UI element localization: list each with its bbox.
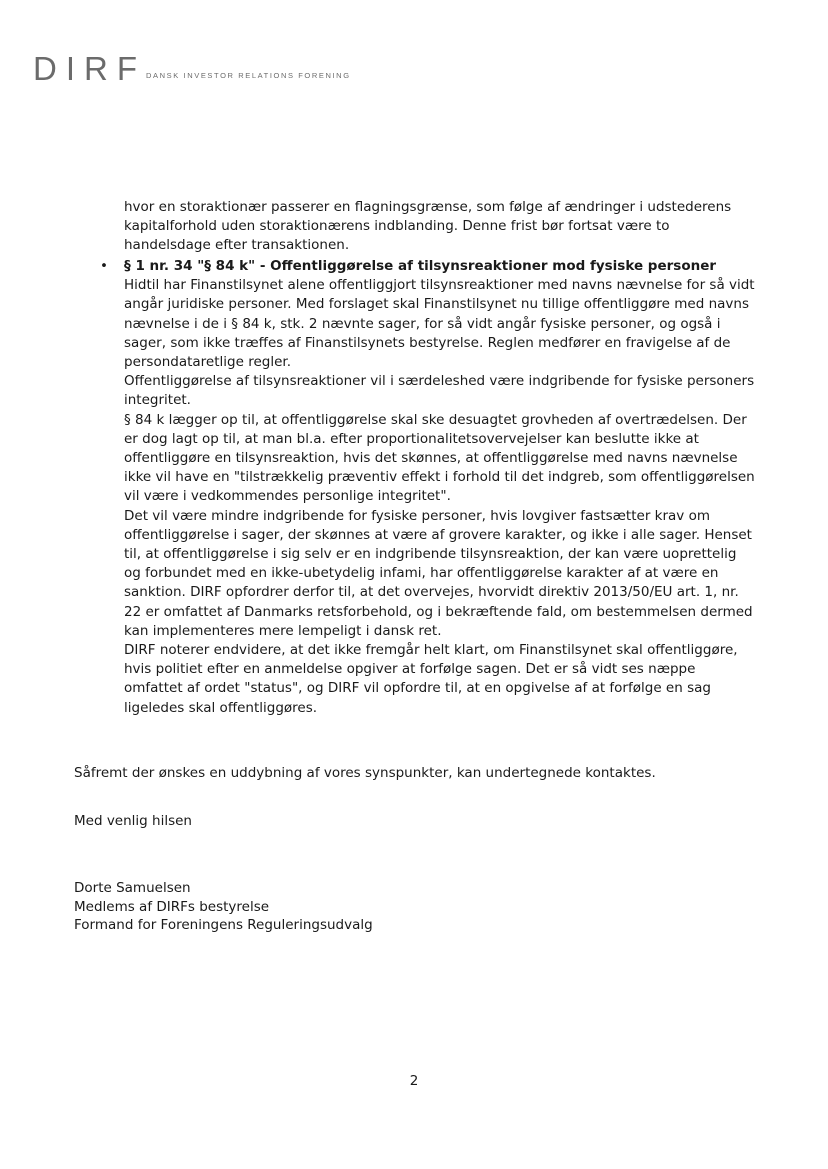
greeting: Med venlig hilsen xyxy=(74,813,192,829)
bullet-paragraph: Hidtil har Finanstilsynet alene offentliggjort tilsynsreaktioner med navns nævnelse for så vidt angår juridiske personer. Med forslaget skal Finanstilsynet nu tillige offentliggøre med navns nævnelse i de i § 84 k, stk. 2 nævnte sager, for så vidt angår fysiske personer, og også i sager, som ikke træffes af Finanstilsynets bestyrelse. Reglen medfører en fravigelse af de persondataretlige regler. xyxy=(124,277,755,371)
logo-subtitle: DANSK INVESTOR RELATIONS FORENING xyxy=(146,71,351,80)
page-number: 2 xyxy=(409,1073,419,1089)
bullet-heading: § 1 nr. 34 "§ 84 k" - Offentliggørelse af tilsynsreaktioner mod fysiske personer xyxy=(124,258,717,274)
logo-mark: DIRF xyxy=(33,50,146,87)
bullet-paragraph: DIRF noterer endvidere, at det ikke fremgår helt klart, om Finanstilsynet skal offentliggøre, hvis politiet efter en anmeldelse opgiver at forfølge sagen. Det er så vidt ses næppe omfattet af ordet "status", og DIRF vil opfordre til, at en opgivelse af at forfølge en sag ligeledes skal offentliggøres. xyxy=(124,642,738,716)
signature-role: Medlems af DIRFs bestyrelse xyxy=(74,898,270,915)
bullet-section xyxy=(124,257,756,718)
bullet-paragraph: Det vil være mindre indgribende for fysiske personer, hvis lovgiver fastsætter krav om offentliggørelse i sager, der skønnes at være af grovere karakter, og ikke i alle sager. Henset til, at offentliggørelse i sig selv er en indgribende tilsynsreaktion, der kan være uoprettelig og forbundet med en ikke-ubetydelig infami, har offentliggørelse karakter af at være en sanktion. DIRF opfordrer derfor til, at det overvejes, hvorvidt direktiv 2013/50/EU art. 1, nr. 22 er omfattet af Danmarks retsforbehold, og i bekræftende fald, om bestemmelsen dermed kan implementeres mere lempeligt i dansk ret. xyxy=(124,507,753,639)
signature-name: Dorte Samuelsen xyxy=(74,880,191,896)
closing-sentence: Såfremt der ønskes en uddybning af vores synspunkter, kan undertegnede kontaktes. xyxy=(74,765,656,781)
bullet-paragraph: Offentliggørelse af tilsynsreaktioner vil i særdeleshed være indgribende for fysiske personers integritet. xyxy=(124,373,755,409)
signature-role: Formand for Foreningens Reguleringsudvalg xyxy=(74,917,373,933)
bullet-marker: • xyxy=(100,258,108,274)
continued-paragraph: hvor en storaktionær passerer en flagningsgrænse, som følge af ændringer i udstederens kapitalforhold uden storaktionærens indblanding. Denne frist bør fortsat være to handelsdage efter transaktionen. xyxy=(124,199,732,254)
dirf-logo xyxy=(33,52,351,85)
signature-block xyxy=(74,879,373,935)
bullet-paragraph: § 84 k lægger op til, at offentliggørelse skal ske desuagtet grovheden af overtrædelsen. Der er dog lagt op til, at man bl.a. efter proportionalitetsovervejelser kan beslutte ikke at offentliggøre en tilsynsreaktion, hvis det skønnes, at offentliggørelse med navns nævnelse ikke vil have en "tilstrækkelig præventiv effekt i forhold til det indgreb, som offentliggørelsen vil være i vedkommendes personlige integritet". xyxy=(124,411,755,505)
